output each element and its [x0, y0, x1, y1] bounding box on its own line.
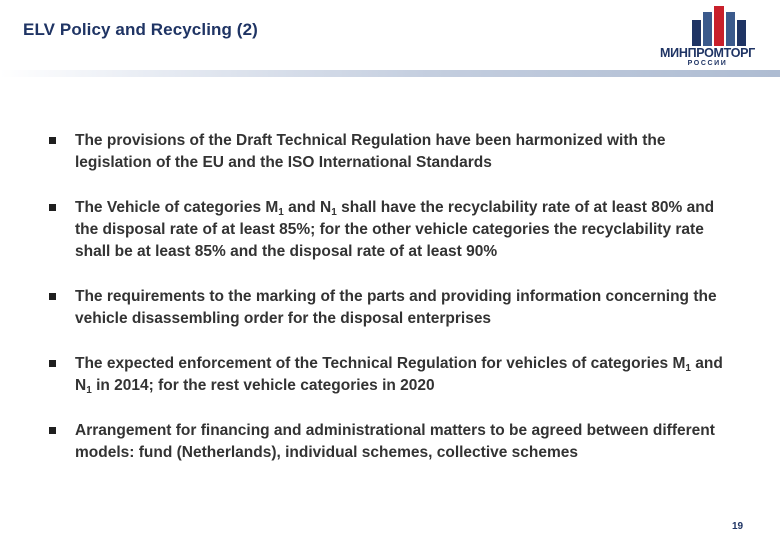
bullet-item — [46, 197, 726, 263]
text-segment: Arrangement for financing and administrational matters to be agreed between different models: fund (Netherlands), individual schemes, collective schemes — [75, 422, 715, 461]
subscript: 1 — [685, 363, 691, 374]
subscript: 1 — [86, 385, 92, 396]
bullet-text — [75, 197, 726, 263]
text-segment: The requirements to the marking of the parts and providing information concerning the vehicle disassembling order for the disposal enterprises — [75, 288, 717, 327]
subscript: 1 — [278, 207, 284, 218]
bullet-text — [75, 420, 726, 464]
logo-emblem-icon — [692, 6, 748, 46]
text-segment: The expected enforcement of the Technical Regulation for vehicles of categories M — [75, 355, 686, 372]
bullet-item — [46, 286, 726, 330]
bullet-item — [46, 353, 726, 397]
square-bullet-icon — [49, 360, 56, 367]
logo-subtitle: РОССИИ — [687, 60, 728, 67]
square-bullet-icon — [49, 137, 56, 144]
square-bullet-icon — [49, 427, 56, 434]
text-segment: shall have the recyclability rate of at least 80% and the disposal rate of at least 85%; for the other vehicle categories the recyclability rate shall be at least 85% and the disposal rate of at least 90% — [75, 199, 715, 260]
logo-name: МИНПРОМТОРГ — [660, 46, 755, 60]
bullet-item — [46, 420, 726, 464]
text-segment: The Vehicle of categories M — [75, 199, 279, 216]
square-bullet-icon — [49, 293, 56, 300]
page-number: 19 — [732, 521, 744, 532]
text-segment: and N — [283, 199, 332, 216]
bullet-item — [46, 130, 726, 174]
text-segment: The provisions of the Draft Technical Regulation have been harmonized with the legislation of the EU and the ISO International Standards — [75, 132, 666, 171]
bullet-text — [75, 286, 726, 330]
subscript: 1 — [331, 207, 337, 218]
text-segment: in 2014; for the rest vehicle categories in 2020 — [91, 377, 435, 394]
ministry-logo — [640, 4, 775, 70]
slide-title: ELV Policy and Recycling (2) — [23, 20, 258, 39]
square-bullet-icon — [49, 204, 56, 211]
bullet-text — [75, 353, 726, 397]
bullet-text — [75, 130, 726, 174]
bullet-list — [46, 130, 726, 487]
header-divider — [0, 70, 780, 77]
text-segment: and N — [75, 355, 723, 394]
